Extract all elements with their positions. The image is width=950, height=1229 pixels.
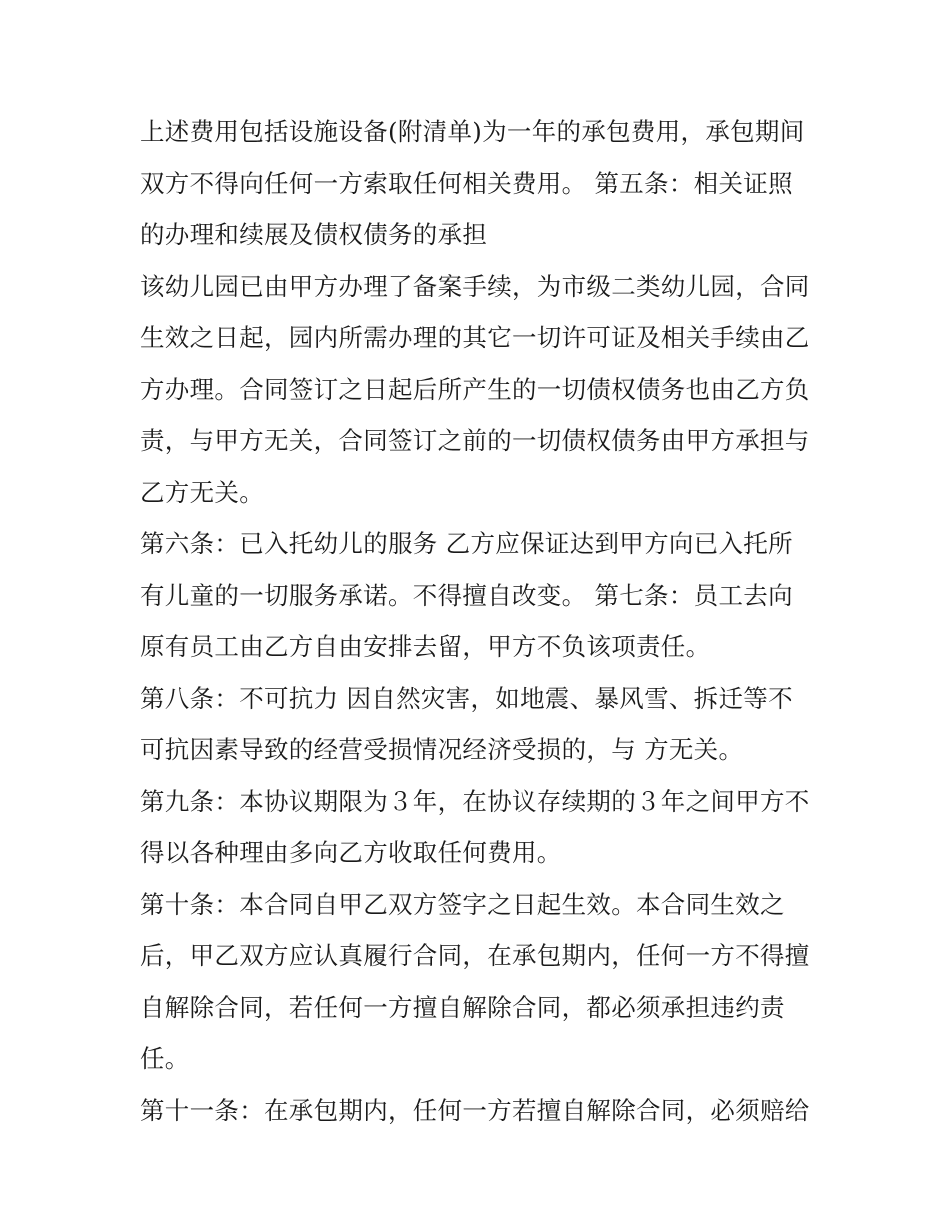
text-line: 双方不得向任何一方索取任何相关费用。 第五条：相关证照 [140,168,793,198]
text-line: 自解除合同，若任何一方擅自解除合同，都必须承担违约责 [140,992,785,1022]
text-line: 该幼儿园已由甲方办理了备案手续，为市级二类幼儿园，合同 [140,271,810,301]
text-line: 方办理。合同签订之日起后所产生的一切债权债务也由乙方负 [140,374,810,404]
text-line: 第八条：不可抗力 因自然灾害，如地震、暴风雪、拆迁等不 [140,683,793,713]
text-line: 第十一条：在承包期内，任何一方若擅自解除合同，必须赔给 [140,1095,810,1125]
text-line: 可抗因素导致的经营受损情况经济受损的，与 方无关。 [140,735,744,764]
text-line: 上述费用包括设施设备(附清单)为一年的承包费用，承包期间 [140,117,805,146]
text-line: 乙方无关。 [140,477,264,507]
text-line: 得以各种理由多向乙方收取任何费用。 [140,838,562,867]
text-line: 任。 [140,1044,190,1073]
text-line: 第十条：本合同自甲乙双方签字之日起生效。本合同生效之 [140,889,785,919]
text-line: 的办理和续展及债权债务的承担 [140,220,488,249]
text-line: 第九条：本协议期限为３年，在协议存续期的３年之间甲方不 [140,786,810,816]
text-line: 后，甲乙双方应认真履行合同，在承包期内，任何一方不得擅 [140,941,810,970]
text-line: 生效之日起，园内所需办理的其它一切许可证及相关手续由乙 [140,323,810,352]
text-line: 责，与甲方无关，合同签订之前的一切债权债务由甲方承担与 [140,426,810,455]
text-line: 有儿童的一切服务承诺。不得擅自改变。 第七条：员工去向 [140,580,793,610]
text-line: 第六条：已入托幼儿的服务 乙方应保证达到甲方向已入托所 [140,529,793,558]
document-body [140,106,820,1136]
text-line: 原有员工由乙方自由安排去留，甲方不负该项责任。 [140,632,711,661]
